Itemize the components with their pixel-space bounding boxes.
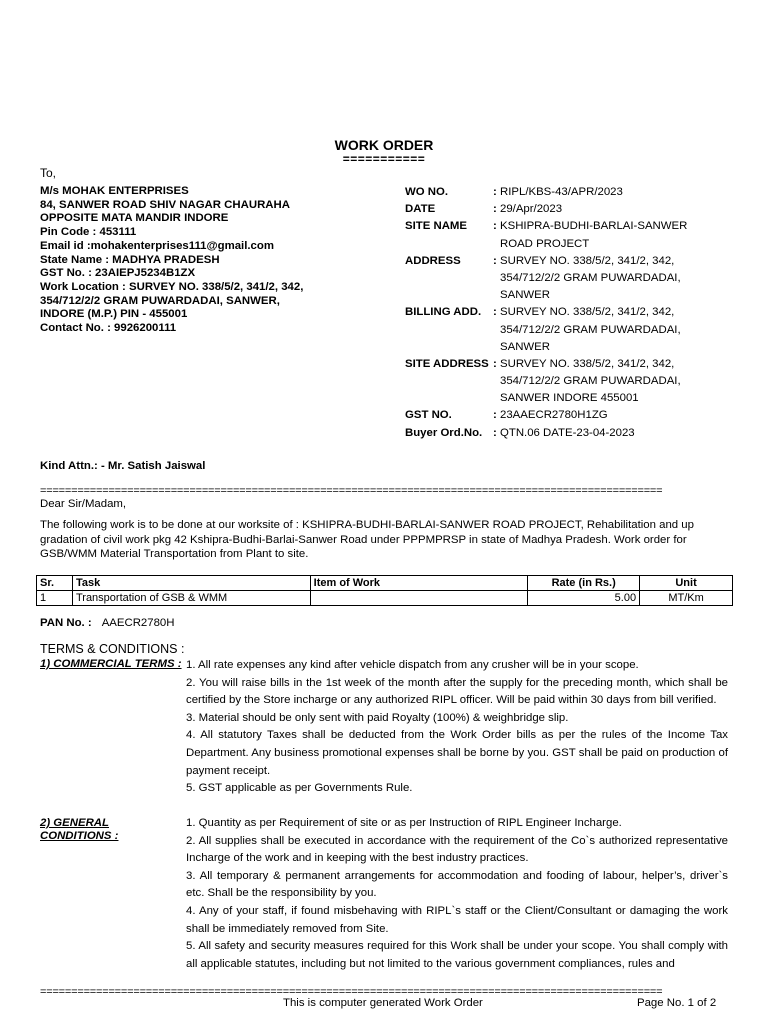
cell-task: Transportation of GSB & WMM — [72, 591, 310, 606]
general-conditions-heading: 2) GENERAL CONDITIONS : — [40, 817, 119, 842]
general-condition: 2. All supplies shall be executed in accordance with the requirement of the Co`s authorized representative Incharge of the work and in keeping with the best industry practices. — [186, 834, 728, 865]
wo-detail-value: ROAD PROJECT — [500, 237, 590, 250]
work-table — [36, 575, 733, 606]
general-condition: 5. All safety and security measures required for this Work shall be under your scope. You shall comply with all applicable statutes, including but not limited to the various government compliances, rules and — [186, 940, 728, 970]
vendor-line: GST No. : 23AIEPJ5234B1ZX — [40, 267, 196, 280]
header-item: Item of Work — [310, 576, 528, 591]
cell-unit: MT/Km — [640, 591, 733, 606]
vendor-line: 354/712/2/2 GRAM PUWARDADAI, SANWER, — [40, 294, 280, 307]
terms-heading: TERMS & CONDITIONS : — [40, 642, 185, 656]
wo-detail-label: SITE NAME — [405, 220, 468, 233]
wo-detail-label: SITE ADDRESS — [405, 357, 489, 370]
commercial-term: 1. All rate expenses any kind after vehicle dispatch from any crusher will be in your scope. — [186, 659, 639, 671]
wo-detail-value: 354/712/2/2 GRAM PUWARDADAI, — [500, 271, 681, 284]
intro-paragraph: The following work is to be done at our worksite of : KSHIPRA-BUDHI-BARLAI-SANWER ROAD PROJECT, Rehabilitation and up gradation of civil work pkg 42 Kshipra-Budhi-Barlai-Sanwer Road under PPPMPRSP in state of Madhya Pradesh. Work order for GSB/WMM Material Transportation from Plant to site. — [40, 519, 694, 560]
wo-detail-colon: : — [493, 306, 497, 319]
cell-sr: 1 — [37, 591, 73, 606]
general-condition: 3. All temporary & permanent arrangements for accommodation and fooding of labour, helper’s, driver`s etc. Shall be the responsibility by you. — [186, 869, 728, 900]
pan-number — [40, 617, 175, 629]
wo-detail-value: SANWER — [500, 340, 550, 353]
header-unit: Unit — [640, 576, 733, 591]
wo-detail-colon: : — [493, 357, 497, 370]
document-title: WORK ORDER — [334, 137, 434, 153]
header-task: Task — [72, 576, 310, 591]
wo-detail-value: QTN.06 DATE-23-04-2023 — [500, 426, 635, 439]
wo-detail-label: GST NO. — [405, 409, 452, 422]
commercial-term: 3. Material should be only sent with paid Royalty (100%) & weighbridge slip. — [186, 711, 569, 724]
wo-detail-colon: : — [493, 220, 497, 233]
vendor-line: State Name : MADHYA PRADESH — [40, 253, 220, 266]
table-header-row — [37, 576, 733, 591]
table-row — [37, 591, 733, 606]
greeting: Dear Sir/Madam, — [40, 498, 127, 510]
commercial-terms-list — [186, 657, 728, 798]
cell-item — [310, 591, 528, 606]
wo-detail-label: ADDRESS — [405, 254, 461, 267]
vendor-line: Pin Code : 453111 — [40, 226, 137, 239]
vendor-line: 84, SANWER ROAD SHIV NAGAR CHAURAHA — [40, 198, 290, 211]
title-underline: =========== — [342, 152, 426, 166]
vendor-line: Email id :mohakenterprises111@gmail.com — [40, 239, 274, 252]
pan-value: AAECR2780H — [101, 617, 175, 629]
wo-detail-value: 354/712/2/2 GRAM PUWARDADAI, — [500, 323, 681, 336]
commercial-terms-heading: 1) COMMERCIAL TERMS : — [40, 658, 182, 670]
footer-note: This is computer generated Work Order — [283, 997, 483, 1009]
wo-detail-value: 354/712/2/2 GRAM PUWARDADAI, — [500, 375, 681, 388]
wo-detail-colon: : — [493, 426, 497, 439]
pan-label: PAN No. : — [40, 617, 92, 629]
wo-detail-colon: : — [493, 409, 497, 422]
cell-rate: 5.00 — [528, 591, 640, 606]
vendor-address-block — [40, 185, 303, 336]
general-condition: 4. Any of your staff, if found misbehaving with RIPL`s staff or the Client/Consultant or damaging the work shall be immediately removed from Site. — [186, 904, 728, 935]
wo-detail-label: DATE — [405, 203, 436, 216]
kind-attention: Kind Attn.: - Mr. Satish Jaiswal — [40, 460, 206, 472]
wo-detail-value: SANWER — [500, 289, 550, 302]
wo-detail-value: SURVEY NO. 338/5/2, 341/2, 342, — [500, 357, 675, 370]
vendor-line: OPPOSITE MATA MANDIR INDORE — [40, 212, 229, 225]
wo-detail-value: SURVEY NO. 338/5/2, 341/2, 342, — [500, 306, 675, 319]
wo-detail-colon: : — [493, 203, 497, 216]
wo-detail-value: RIPL/KBS-43/APR/2023 — [500, 186, 623, 198]
wo-detail-value: SURVEY NO. 338/5/2, 341/2, 342, — [500, 254, 675, 267]
wo-detail-label: BILLING ADD. — [405, 306, 482, 319]
commercial-term: 2. You will raise bills in the 1st week of the month after the supply for the preceding month, which shall be certified by the Store incharge or any authorized RIPL officer. Will be paid within 30 days from bill verified. — [186, 676, 728, 707]
header-rate: Rate (in Rs.) — [528, 576, 640, 591]
vendor-line: M/s MOHAK ENTERPRISES — [40, 185, 189, 197]
wo-detail-colon: : — [493, 254, 497, 267]
wo-detail-value: 23AAECR2780H1ZG — [500, 409, 608, 422]
header-sr: Sr. — [37, 576, 73, 591]
wo-detail-label: Buyer Ord.No. — [405, 426, 483, 439]
vendor-line: Work Location : SURVEY NO. 338/5/2, 341/2, 342, — [40, 280, 304, 293]
general-condition: 1. Quantity as per Requirement of site or as per Instruction of RIPL Engineer Incharge. — [186, 817, 622, 829]
wo-detail-value: 29/Apr/2023 — [500, 203, 563, 216]
wo-detail-value: KSHIPRA-BUDHI-BARLAI-SANWER — [500, 220, 688, 233]
wo-detail-value: SANWER INDORE 455001 — [500, 392, 639, 405]
commercial-term: 4. All statutory Taxes shall be deducted from the Work Order bills as per the rules of the Income Tax Department. Any business promotional expenses shall be borne by you. GST shall be paid on production of payment receipt. — [186, 729, 728, 777]
general-conditions-list — [186, 815, 728, 973]
wo-detail-colon: : — [493, 186, 497, 198]
page-number: Page No. 1 of 2 — [637, 997, 717, 1009]
salutation-to: To, — [40, 166, 57, 180]
separator-line: ==================================================================================================== — [40, 485, 663, 497]
commercial-term: 5. GST applicable as per Governments Rule. — [186, 782, 413, 795]
vendor-line: Contact No. : 9926200111 — [40, 322, 177, 335]
wo-detail-label: WO NO. — [405, 186, 449, 198]
vendor-line: INDORE (M.P.) PIN - 455001 — [40, 308, 188, 321]
footer-separator: ==================================================================================================== — [40, 986, 663, 998]
